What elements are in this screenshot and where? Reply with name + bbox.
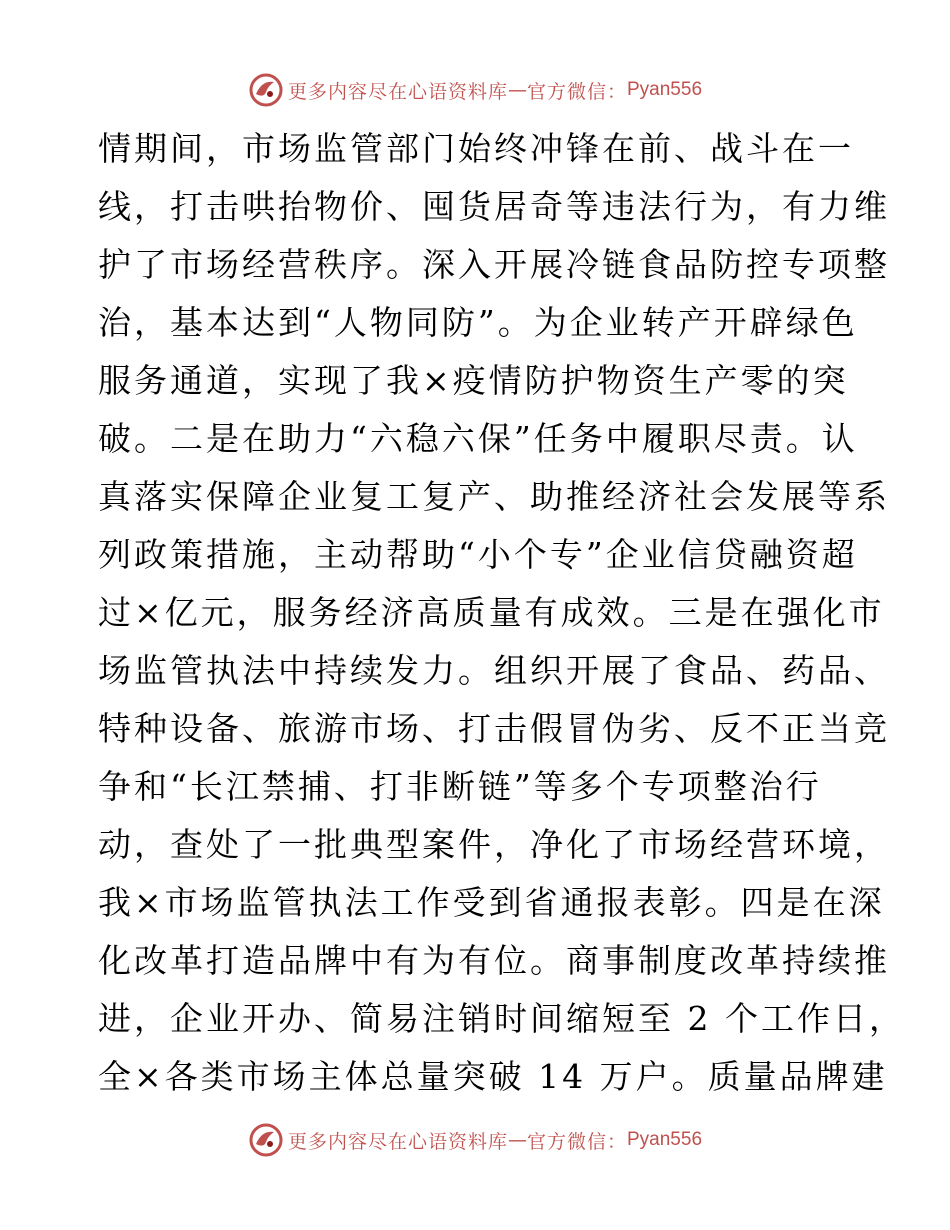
text-line: 线，打击哄抬物价、囤货居奇等违法行为，有力维 [98, 187, 890, 226]
text-line: 真落实保障企业复工复产、助推经济社会发展等系 [98, 477, 890, 516]
text-line: 动，查处了一批典型案件，净化了市场经营环境， [98, 825, 890, 864]
banner-text: 更多内容尽在心语资料库 [287, 1130, 508, 1153]
text-line: 化改革打造品牌中有为有位。商事制度改革持续推 [98, 941, 890, 980]
banner-text: 更多内容尽在心语资料库 [287, 80, 508, 103]
wechat-id: Pyan556 [627, 1129, 703, 1150]
text-line: 护了市场经营秩序。深入开展冷链食品防控专项整 [98, 245, 890, 284]
red-circle-logo-icon [248, 1122, 284, 1158]
header-banner [0, 70, 950, 110]
footer-banner [0, 1120, 950, 1160]
text-line: 全×各类市场主体总量突破 14 万户。质量品牌建 [98, 1057, 888, 1096]
red-circle-logo-icon [248, 72, 284, 108]
text-line: 服务通道，实现了我×疫情防护物资生产零的突 [98, 361, 849, 400]
text-line: 过×亿元，服务经济高质量有成效。三是在强化市 [98, 593, 885, 632]
document-body [98, 120, 905, 1106]
text-line: 我×市场监管执法工作受到省通报表彰。四是在深 [98, 883, 885, 922]
text-line: 情期间，市场监管部门始终冲锋在前、战斗在一 [98, 129, 854, 168]
text-line: 场监管执法中持续发力。组织开展了食品、药品、 [98, 651, 890, 690]
text-line: 列政策措施，主动帮助“小个专”企业信贷融资超 [98, 535, 858, 574]
text-line: 特种设备、旅游市场、打击假冒伪劣、反不正当竞 [98, 709, 890, 748]
wechat-label: 官方微信： [526, 1130, 627, 1153]
wechat-label: 官方微信： [526, 80, 627, 103]
wechat-id: Pyan556 [627, 79, 703, 100]
text-line: 破。二是在助力“六稳六保”任务中履职尽责。认 [98, 419, 858, 458]
text-line: 治，基本达到“人物同防”。为企业转产开辟绿色 [98, 303, 858, 342]
banner-separator: — [507, 79, 527, 101]
banner-separator: — [507, 1129, 527, 1151]
text-line: 争和“长江禁捕、打非断链”等多个专项整治行 [98, 767, 822, 806]
text-line: 进，企业开办、简易注销时间缩短至 2 个工作日， [98, 999, 905, 1038]
